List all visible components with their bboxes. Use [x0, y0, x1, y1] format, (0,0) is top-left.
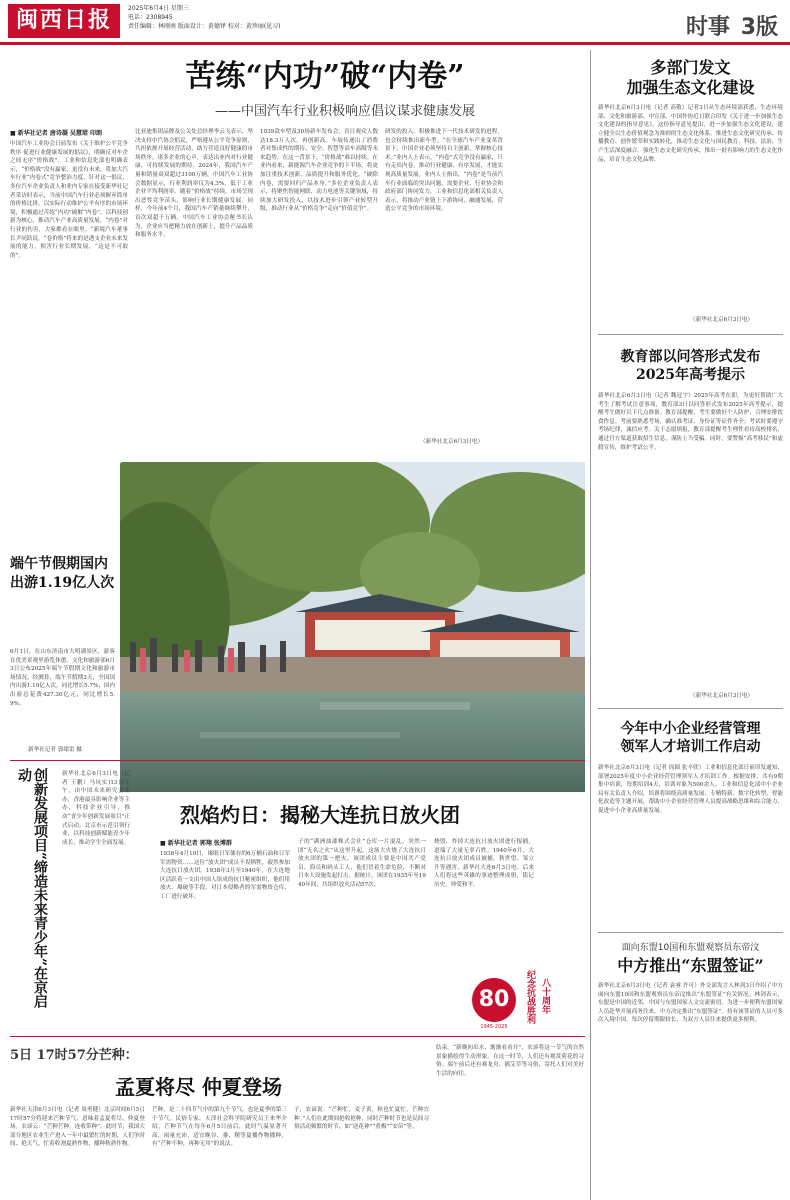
- mangzhong-column-2: 芒种，是二十四节气中的第九个节气，也是夏季的第三个节气。民俗专家、天津社会科学院研究员王来华介绍，芒种节气在每年6月5日前后，此时气温显著升高，雨量充沛，适宜晚谷、黍、稷等夏播作物播种，有“芒种不种，再种无用”的说法。: [152, 1107, 287, 1148]
- photo-rule: [10, 760, 585, 761]
- badge-years: 1945-2025: [480, 1024, 508, 1030]
- photo-caption-body: 6月1日，在山东济南市大明湖景区，游客在优美景观里游览休憩。文化和旅游部6月3日公布2025年端午节假期文化和旅游市场情况。经测算，端午节假期3天，全国国内出游1.19亿人次，同比增长5.7%；国内出游总花费427.30亿元，同比增长5.9%。: [10, 649, 115, 707]
- newspaper-logo: 闽西日报: [8, 4, 120, 38]
- phone-number: 电话：2308945: [128, 14, 173, 21]
- asean-visa-body: 新华社北京6月3日电（记者 袁睿 许可）外交部发言人林剑3日介绍了中方面向东盟10国和东盟观察员东帝汶推出“东盟签证”有关情况。林剑表示，东盟是中国的近邻，中国与东盟国家人文交流密切。为进一步便利东盟国家人员赴华开展商务往来，中方决定推出“东盟签证”。持有该签证的人员可多次入境中国，每次停留期限较长，为双方人员往来提供更多便利。: [598, 983, 783, 1024]
- main-column-2: 比亚迪集团品牌及公关处总经理李云飞表示，坚决支持中汽协会倡议，严格遵从公平竞争原则，共担依规开展经营活动，助力营造良好健康的市场秩序。诸多企业的心声，表达出业内对行业健康、可持续发展的期待。2024年，我国汽车产量和销量双双超过3100万辆，中国汽车工业协会数据显示，行业利润率仅为4.3%，低于工业企业平均利润率。随着“价格战”持续，市场呈现出恶性竞争苗头，影响行业长期健康发展。同样，今年前4个月，我国汽车产销量继续攀升，首次双超千万辆。中国汽车工业协会秘书长认为，企业应当把精力放在创新上，提升产品品质和服务水平。: [135, 129, 253, 239]
- badge-line-1: 纪念抗战胜利: [525, 970, 535, 1024]
- mangzhong-headline: 孟夏将尽 仲夏登场: [115, 1075, 282, 1099]
- eco-culture-dateline: （新华社北京6月3日电）: [690, 317, 754, 323]
- gaokao-dateline: （新华社北京6月3日电）: [690, 693, 754, 699]
- main-dateline: （新华社北京6月3日电）: [420, 439, 484, 445]
- masthead-rule: [0, 42, 790, 45]
- sme-training-body: 新华社北京6月3日电（记者 周圆 张辛欣）工业和信息化部日前印发通知，部署2025年度中小企业经营管理领军人才培训工作。根据安排，共有9期集中培训，每期培训4天，培训对象为500余人。工业和信息化部中小企业局有关负责人介绍，培训将围绕高质量发展、专精特新、数字化转型、智能化改造等主题开展，帮助中小企业经营管理人员提高战略思维和综合能力，促进中小企业高质量发展。: [598, 765, 783, 814]
- fire-column-1: 1938年4月10日，缘眼日军储存的6万桶石油和日军军需物资……这位“放火团”成员不畏牺牲，毅然参加大连抗日放火团。1938年3月至1940年，在大连地区活跃着一支由中国人组成的抗日秘密组织，他们用放火、爆破等手段，对日本侵略者的军需物资仓库、工厂进行破坏。: [160, 851, 290, 900]
- asean-visa-headline: 中方推出“东盟签证”: [617, 956, 764, 975]
- editors-line: 责任编辑：林刚南 版面设计：黄德铎 校对：黄珍丽(见习): [128, 23, 281, 30]
- main-column-4: 研发的投入，积极推进下一代技术研发的进程，也会持续推出新车型。“在全球汽车产业变革背景下，中国企业必须坚持自主创新，掌握核心技术。”业内人士表示，“内卷”式竞争没有赢家，只有走出内卷，推动行业健康、有序发展，才能实现高质量发展。业内人士指出，“内卷”是当前汽车行业面临的突出问题，需要企业、行业协会和政府部门协同发力。工业和信息化部相关负责人表示，将推动产业链上下游协同、融通发展，营造公平竞争的市场环境。: [385, 129, 503, 213]
- photo-caption-title: 端午节假期国内出游1.19亿人次: [10, 556, 115, 591]
- right-rule-2: [598, 708, 783, 709]
- daming-lake-photo: [120, 462, 585, 792]
- mangzhong-kicker: 5日 17时57分芒种：: [10, 1048, 138, 1063]
- page-number: 3版: [740, 15, 778, 40]
- sme-training-headline-1: 今年中小企业经营管理: [620, 721, 761, 737]
- fire-byline: ■ 新华社记者 郭翔 张博群: [160, 840, 232, 847]
- fire-column-2: 子的“满洲油漆株式会社”仓库一片混乱，突然一团“无名之火”从这里升起，这场大火烧了大连抗日放火团的第一把火。该团成员主要是中国共产党员、海员和码头工人，他们冒着生命危险，不断对日本人设施发起打击。据统计，该团在1935年至1940年间，共组织放火活动57次。: [298, 839, 426, 888]
- gaokao-body: 新华社北京6月3日电（记者 魏冠宇）2025年高考在即，为更好帮助广大考生了解考试注意事项，教育部3日以问答形式发布2025年高考提示，提醒考生做好以下几点准备。教育部提醒，考生要做好个人防护，合理安排饮食作息。考前要熟悉考场，确认准考证、身份证等证件齐全；考试时要遵守考场纪律，诚信应考。关于志愿填报，教育部提醒考生理性看待高校排名，通过官方渠道获取招生信息，谨防上当受骗。同时，要警惕“高考移民”和虚假宣传，维护考试公平。: [598, 393, 783, 451]
- main-headline: 苦练“内功”破“内卷”: [185, 59, 465, 94]
- gaokao-headline-2: 2025年高考提示: [636, 367, 745, 383]
- anniversary-80-badge: 80: [472, 978, 516, 1022]
- mangzhong-column-3: 子，农谚说：“芒种忙，麦子黄，秋也忙夏忙，芒种宜种。”人们在此期间抢收抢种，同时芒种时节也是民间习俗活动频繁的时节，如“送花神”“煮梅”“安苗”等。: [294, 1107, 429, 1131]
- sme-training-headline-2: 领军人才培训工作启动: [620, 739, 761, 755]
- bottom-rule: [10, 1036, 585, 1037]
- main-column-1: 中国汽车工业协会日前发布《关于维护公平竞争秩序 促进行业健康发展的倡议》，明确反对车企之间无序“价格战”。工业和信息化部也明确表示，“价格战”没有赢家，更没有未来，将加大汽车行业“内卷式”竞争整治力度。针对这一倡议，多位汽车企业负责人和业内专家在接受新华社记者采访时表示，当前中国汽车行业必须摒弃简单的价格比拼，以实际行动维护公平有序的市场环境，积极通过苦练“内功”破解“内卷”，以科技创新为核心，推动汽车产业高质量发展。“内卷”对行业的伤害，大家都看在眼里。“新境汽车董事长尹同跃说，“卷价格”将来的是透支企业未来发展的能力，损害行业长期发展，“这是不可取的”。: [10, 141, 128, 259]
- mangzhong-column-1: 新华社天津6月3日电（记者 周勇健）北京时间6月5日17时57分将迎来芒种节气，意味着孟夏将尽，仲夏登场。农谚云：“芒种芒种，连收带种”。此时节，我国大部分地区农业生产进入一年中最繁忙的时期，人们争时间、抢天气，忙着收割夏熟作物、播种秋熟作物。: [10, 1107, 145, 1148]
- badge-line-2: 八十周年: [540, 978, 550, 1014]
- eco-culture-headline-1: 多部门发文: [650, 58, 731, 77]
- right-rule-1: [598, 334, 783, 335]
- right-rule-3: [598, 932, 783, 933]
- vertical-story-body: 新华社北京6月3日电（记者 王鹏）马坑实)13日下午，由中国未来研究会主办，香港最具影响企业等主办，科技企业引导，推动“青少年创新发展项目”正式启动。北京市示范引领行业，以科技创新赋能青少年成长，推动学生全面发展。: [62, 771, 130, 846]
- vertical-headline: 创新发展项目“缔造未来青少年”在京启动: [16, 768, 48, 1009]
- mangzhong-column-4: 结束。“新晚初出水，渐渐看看开”，农谚将这一节气的自然景象描绘得生动形象。在这一时节，人们还有观赏荷花的习俗。端午前后还有赛龙舟、插艾草等习俗，寄托人们对美好生活的向往。: [436, 1045, 584, 1077]
- right-column-divider: [590, 50, 591, 1200]
- section-name: 时事: [685, 15, 730, 40]
- issue-date: 2025年6月4日 星期三: [128, 5, 189, 12]
- photo-credit: 新华社记者 郭绪雷 摄: [28, 747, 82, 753]
- gaokao-headline-1: 教育部以问答形式发布: [620, 349, 761, 365]
- asean-visa-kicker: 面向东盟10国和东盟观察员东帝汶: [621, 943, 760, 953]
- eco-culture-body: 新华社北京6月3日电（记者 高敬）记者3日从生态环境部获悉，生态环境部、文化和旅游部、中宣部、中国作协近日联合印发《关于进一步加强生态文化建设的指导意见》。这份指导意见提出，进一步加强生态文化建设，建立健全以生态价值观念为准则的生态文化体系。推进生态文化研究传承、传播教育、创作繁荣和实践转化，推动生态文化与国民教育、科技、法治、生产生活深度融合。强化生态文化研究传承，推出一批有影响力的生态文化作品，培育生态文化品牌。: [598, 105, 783, 163]
- masthead: [0, 0, 790, 44]
- main-subtitle: ——中国汽车行业积极响应倡议谋求健康发展: [214, 104, 475, 119]
- eco-culture-headline-2: 加强生态文化建设: [626, 78, 755, 97]
- main-byline: ■ 新华社记者 唐诗凝 吴慧珺 印朗: [10, 130, 103, 137]
- fire-headline: 烈焰灼日：揭秘大连抗日放火团: [180, 803, 460, 827]
- main-column-3: 1039款车型及30场新车发布会，首日观众人数达18.3万人次，再创新高。车展传递出了消费者对集成性的期待、安全、智慧等高车高级等未来趋势。在这一背景下，“价格战”难以持续。在业内看来，新能源汽车企业竞争的下半场，将更加注重技术创新、品质提升和服务优化。“破除内卷，需要回归产品本身。”多位企业负责人表示，将聚焦智能网联、动力电池等关键领域，持续加大研发投入，以技术进步引领产业转型升级，推动行业从“价格竞争”走向“价值竞争”。: [260, 129, 378, 213]
- fire-column-3: 烧毁、炸掉大连抗日放火团进行报捕，道端了大量无辜百姓。1940年6月，大连抗日放火团成员被捕，秋世望、邹立升等遇害。新华社大连6月3日电。后来人们将这些英雄的事迹整理成册，铭记历史，珍爱和平。: [434, 839, 534, 888]
